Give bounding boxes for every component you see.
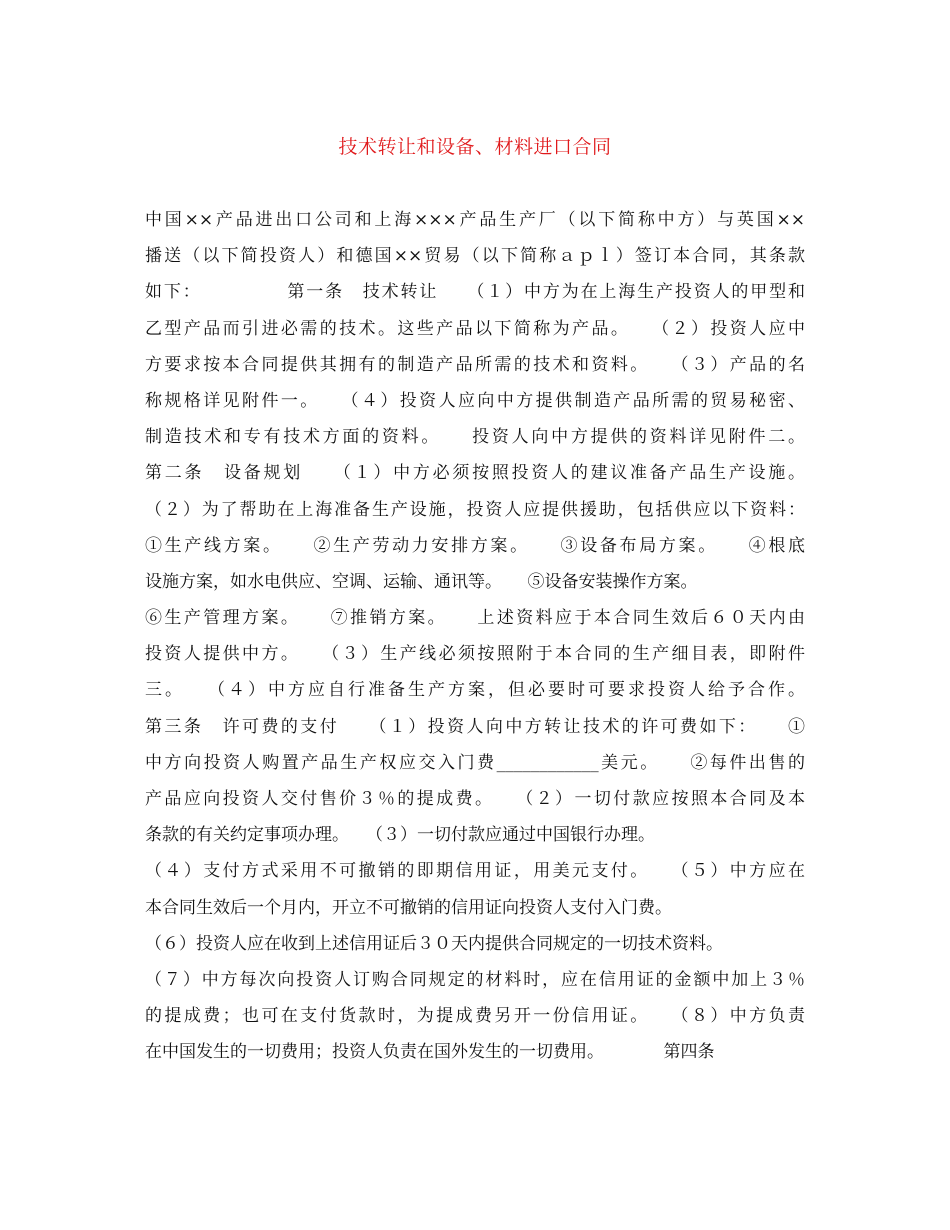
body-line: 本合同生效后一个月内，开立不可撤销的信用证向投资人支付入门费。 (145, 897, 672, 918)
body-line: 设施方案，如水电供应、空调、运输、通讯等。 ⑤设备安装操作方案。 (145, 571, 698, 592)
document-body (145, 202, 805, 1071)
document-title: 技术转让和设备、材料进口合同 (338, 136, 612, 158)
body-line: （７）中方每次向投资人订购合同规定的材料时，应在信用证的金额中加上３％ (145, 969, 805, 990)
body-line: 制造技术和专有技术方面的资料。 投资人向中方提供的资料详见附件二。 (145, 427, 805, 448)
body-line: 乙型产品而引进必需的技术。这些产品以下简称为产品。 （２）投资人应中 (145, 318, 805, 339)
body-line: 第三条 许可费的支付 （１）投资人向中方转让技术的许可费如下： ① (145, 716, 805, 737)
body-line: 中方向投资人购置产品生产权应交入门费____________美元。 ②每件出售的 (145, 752, 805, 773)
body-line: 如下： 第一条 技术转让 （１）中方为在上海生产投资人的甲型和 (145, 282, 805, 303)
body-line: （２）为了帮助在上海准备生产设施，投资人应提供援助，包括供应以下资料： (145, 499, 805, 520)
body-line: （６）投资人应在收到上述信用证后３０天内提供合同规定的一切技术资料。 (145, 933, 723, 954)
body-line: 称规格详见附件一。 （４）投资人应向中方提供制造产品所需的贸易秘密、 (145, 390, 805, 411)
body-line: 产品应向投资人交付售价３％的提成费。 （２）一切付款应按照本合同及本 (145, 789, 805, 809)
body-line: 条款的有关约定事项办理。 （３）一切付款应通过中国银行办理。 (145, 825, 655, 846)
body-line: （４）支付方式采用不可撤销的即期信用证，用美元支付。 （５）中方应在 (145, 861, 805, 882)
body-line: 投资人提供中方。 （３）生产线必须按照附于本合同的生产细目表，即附件 (145, 644, 805, 665)
body-line: 中国××产品进出口公司和上海×××产品生产厂（以下简称中方）与英国×× (145, 210, 805, 230)
body-line: ⑥生产管理方案。 ⑦推销方案。 上述资料应于本合同生效后６０天内由 (145, 608, 805, 629)
body-line: ①生产线方案。 ②生产劳动力安排方案。 ③设备布局方案。 ④根底 (145, 535, 805, 556)
body-line: 在中国发生的一切费用；投资人负责在国外发生的一切费用。 第四条 (145, 1042, 715, 1063)
body-line: 方要求按本合同提供其拥有的制造产品所需的技术和资料。 （３）产品的名 (145, 354, 805, 375)
body-line: 第二条 设备规划 （１）中方必须按照投资人的建议准备产品生产设施。 (145, 463, 805, 484)
body-line: 三。 （４）中方应自行准备生产方案，但必要时可要求投资人给予合作。 (145, 680, 805, 701)
body-line: 播送（以下简投资人）和德国××贸易（以下简称ａｐｌ）签订本合同，其条款 (145, 246, 805, 267)
body-line: 的提成费；也可在支付货款时，为提成费另开一份信用证。 （８）中方负责 (145, 1006, 805, 1027)
